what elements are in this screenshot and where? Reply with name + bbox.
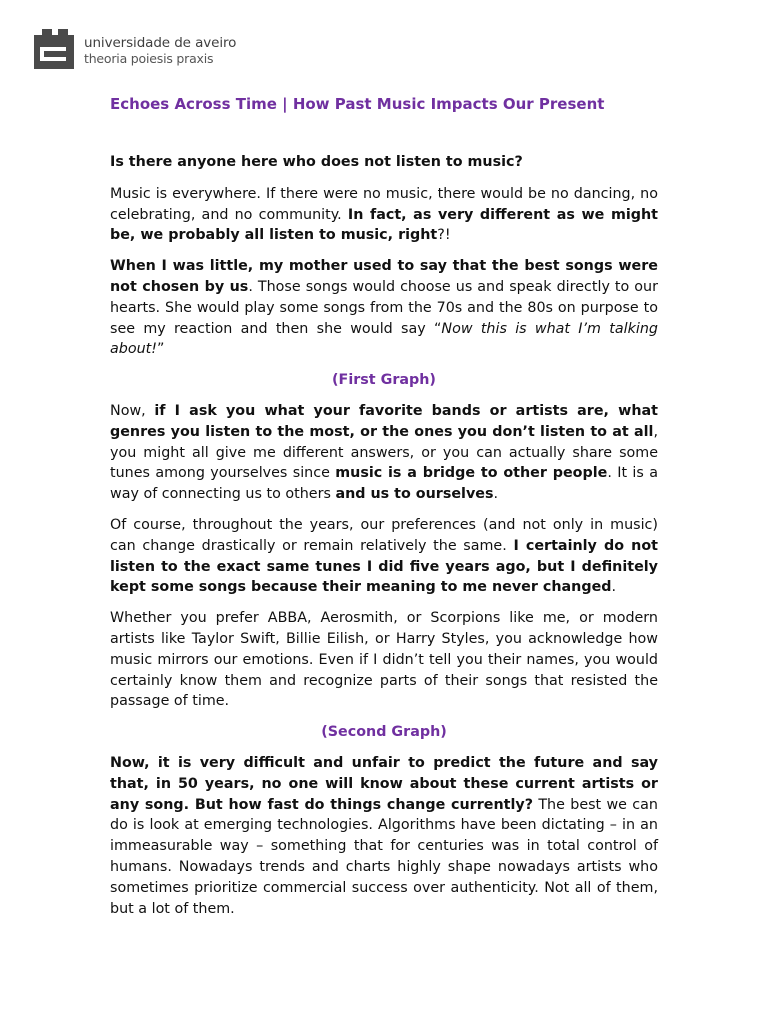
- paragraph-3-text: Now,: [110, 402, 155, 419]
- university-motto: theoria poiesis praxis: [84, 51, 214, 66]
- paragraph-6: [110, 753, 658, 919]
- paragraph-6-text: The best we can do is look at emerging technologies. Algorithms have been dictating – in an immeasurable way – something that for centuries was in total control of humans. Nowadays trends and charts highly shape nowadays artists who sometimes prioritize commercial success over authenticity. Not all of them, but a lot of them.: [110, 796, 658, 917]
- paragraph-5: [110, 608, 658, 712]
- paragraph-1-emphasis: In fact, as very different as we might be, we probably all listen to music, right: [110, 206, 658, 244]
- paragraph-4-text: Of course, throughout the years, our preferences (and not only in music) can change drastically or remain relatively the same.: [110, 516, 658, 554]
- document-title: Echoes Across Time | How Past Music Impacts Our Present: [110, 95, 605, 113]
- paragraph-3-emphasis: music is a bridge to other people: [335, 465, 608, 482]
- paragraph-2-text: . Those songs would choose us and speak directly to our hearts. She would play some songs from the 70s and the 80s on purpose to see my reaction and then she would say “: [110, 278, 658, 337]
- paragraph-3: [110, 401, 658, 505]
- university-logo: [32, 27, 236, 71]
- paragraph-4: [110, 515, 658, 598]
- paragraph-3-emphasis: if I ask you what your favorite bands or artists are, what genres you listen to the most, or the ones you don’t listen to at all: [110, 402, 658, 440]
- document-body: [110, 152, 658, 929]
- paragraph-2: [110, 256, 658, 360]
- paragraph-1: [110, 184, 658, 246]
- second-graph-label: (Second Graph): [321, 724, 447, 741]
- paragraph-6-emphasis: Now, it is very difficult and unfair to predict the future and say that, in 50 years, no one will know about these current artists or any song. But how fast do things change currently?: [110, 754, 658, 813]
- paragraph-3-text: , you might all give me different answers, or you can actually share some tunes among yourselves since: [110, 423, 658, 482]
- paragraph-2-emphasis: When I was little, my mother used to say that the best songs were not chosen by us: [110, 258, 658, 295]
- paragraph-3-text: . It is a way of connecting us to others: [110, 465, 658, 503]
- paragraph-1-text: Music is everywhere. If there were no music, there would be no dancing, no celebrating, and no community.: [110, 185, 658, 223]
- paragraph-4-text: .: [611, 579, 617, 596]
- university-emblem-icon: [32, 27, 76, 71]
- paragraph-1-text: ?!: [437, 227, 451, 244]
- first-graph-label: (First Graph): [332, 372, 436, 389]
- opening-question: Is there anyone here who does not listen to music?: [110, 154, 523, 170]
- paragraph-3-emphasis: and us to ourselves: [335, 486, 494, 503]
- paragraph-5-text: Whether you prefer ABBA, Aerosmith, or Scorpions like me, or modern artists like Taylor Swift, Billie Eilish, or Harry Styles, you acknowledge how music mirrors our emotions. Even if I didn’t tell you their names, you would certainly know them and recognize parts of their songs that resisted the passage of time.: [110, 610, 658, 710]
- paragraph-3-text: .: [493, 486, 499, 503]
- paragraph-2-quote: Now this is what I’m talking about!: [110, 320, 658, 358]
- paragraph-4-emphasis: I certainly do not listen to the exact same tunes I did five years ago, but I definitely kept some songs because their meaning to me never changed: [110, 537, 658, 596]
- university-name: universidade de aveiro: [84, 35, 237, 51]
- paragraph-2-text: ”: [156, 341, 165, 358]
